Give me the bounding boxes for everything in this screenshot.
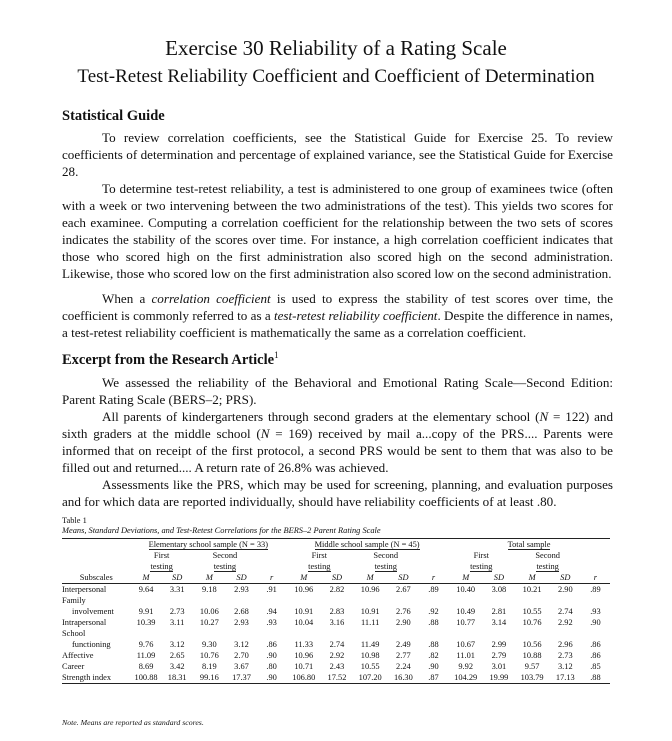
term-correlation-coefficient: correlation coefficient: [151, 291, 271, 306]
table-cell: 9.76: [138, 640, 154, 649]
table-cell: 104.29: [448, 672, 483, 684]
table-cell: [550, 628, 581, 639]
table-cell: 100.88: [130, 672, 161, 684]
table-cell: .90: [257, 672, 286, 684]
table-cell: 10.06: [199, 607, 219, 616]
table-cell: [388, 595, 419, 606]
table-cell: [321, 595, 352, 606]
table-cell: 2.79: [491, 651, 507, 660]
table-cell: [130, 628, 161, 639]
table-cell: 10.55: [522, 607, 542, 616]
table-cell: 2.77: [396, 651, 411, 660]
table-cell: 2.43: [329, 662, 345, 671]
table-cell: 10.96: [294, 585, 314, 594]
table-cell: 2.81: [491, 607, 507, 616]
table-cell: .88: [428, 640, 439, 649]
table-cell: 2.96: [557, 640, 573, 649]
table-cell: 107.20: [353, 672, 388, 684]
statistical-guide-heading: Statistical Guide: [62, 108, 165, 124]
table-cell: 10.27: [199, 618, 219, 627]
table-cell: 2.93: [234, 618, 249, 627]
table-cell: [353, 595, 388, 606]
table-column-header-row: Subscales M SD M SD r M SD M SD r M SD M SD r: [62, 572, 610, 584]
table-cell: 10.96: [294, 651, 314, 660]
table-cell: 17.52: [321, 672, 352, 684]
table-cell: 2.74: [329, 640, 345, 649]
row-label: Strength index: [62, 672, 130, 684]
group-header-elementary: Elementary school sample (N = 33): [148, 540, 268, 549]
table-cell: 3.42: [169, 662, 185, 671]
table-cell: [581, 595, 610, 606]
row-label: Interpersonal: [62, 585, 107, 594]
row-label: Career: [62, 662, 85, 671]
table-cell: [321, 628, 352, 639]
table-cell: 10.88: [522, 651, 542, 660]
table-cell: 2.24: [396, 662, 411, 671]
table-cell: .80: [266, 662, 277, 671]
table-cell: 9.18: [202, 585, 217, 594]
table-cell: [162, 628, 193, 639]
results-table: Elementary school sample (N = 33) Middle school sample (N = 45) Total sample First Second First Second First Second testing testing testing testing testing testing Subscales M SD M SD r M SD M SD r M SD M SD r Interpersonal 9.64 3.31 9.18 2.93 .91 10.96 2.82 10.96 2.67 .89 10.40 3.08 10.21 2.90 .89 Family involvement 9.91 2.73 10.06 2.68 .94 10.91 2.83 10.91 2.76 .92 10.49 2.81 10.55 2.74 .93 Intrapersonal 10.39 3.11 10.27 2.93 .93 10.04 3.16 11.11 2.90 .88 10.77 3.14 10.76 2.92 .90 School functioning 9.76 3.12 9.30 3.12 .86 11.33 2.74 11.49 2.49 .88 10.67 2.99 10.56 2.96 .86 Affective 11.09 2.65 10.76 2.70 .90 10.96 2.92 10.98 2.77 .82 11.01 2.79 10.88 2.73 .86 Career 8.69 3.42 8.19 3.67 .80 10.71 2.43 10.55 2.24 .90 9.92 3.01 9.57 3.12 .85 Strength index 100.88 18.31 99.16 17.37 .90 106.80 17.52 107.20 16.30 .87 104.29 19.99 103.79 17.13 .88: [62, 538, 610, 684]
table-cell: 3.67: [234, 662, 249, 671]
exercise-title: Exercise 30 Reliability of a Rating Scale: [165, 36, 507, 60]
table-cell: [130, 595, 161, 606]
table-cell: 2.83: [329, 607, 345, 616]
table-cell: [483, 628, 514, 639]
table-cell: [162, 595, 193, 606]
table-cell: [257, 595, 286, 606]
excerpt-paragraph-3: Assessments like the PRS, which may be used for screening, planning, and evaluation purposes and for which data are reported individually, should have reliability coefficients of at least .80.: [62, 477, 613, 509]
table-cell: .82: [428, 651, 439, 660]
table-cell: 3.14: [491, 618, 507, 627]
table-cell: [514, 628, 549, 639]
table-cell: 3.12: [169, 640, 185, 649]
table-cell: .88: [428, 618, 439, 627]
table-cell: .85: [590, 662, 601, 671]
table-cell: 3.11: [169, 618, 185, 627]
table-cell: 10.04: [294, 618, 314, 627]
table-cell: 10.56: [522, 640, 542, 649]
table-cell: .89: [590, 585, 601, 594]
table-cell: [193, 628, 226, 639]
table-cell: [419, 595, 448, 606]
table-cell: 2.76: [396, 607, 411, 616]
table-caption: Means, Standard Deviations, and Test-Retest Correlations for the BERS–2 Parent Rating Scale: [62, 526, 381, 535]
table-cell: .90: [266, 651, 277, 660]
table-cell: [448, 595, 483, 606]
table-cell: .86: [266, 640, 277, 649]
table-cell: 9.30: [202, 640, 217, 649]
row-label: Family: [62, 596, 86, 605]
table-cell: [286, 595, 321, 606]
table-row: [62, 595, 610, 606]
table-cell: [353, 628, 388, 639]
table-body: [62, 584, 610, 684]
table-cell: 11.11: [361, 618, 380, 627]
table-cell: 2.73: [557, 651, 573, 660]
table-cell: [226, 595, 257, 606]
table-cell: 3.12: [557, 662, 573, 671]
table-cell: 2.92: [557, 618, 573, 627]
table-cell: 8.19: [202, 662, 217, 671]
row-label: Intrapersonal: [62, 618, 107, 627]
table-cell: 11.49: [360, 640, 380, 649]
table-cell: 10.55: [360, 662, 380, 671]
table-cell: 18.31: [162, 672, 193, 684]
excerpt-heading: Excerpt from the Research Article$^1$: [62, 350, 279, 368]
table-cell: 10.96: [360, 585, 380, 594]
table-cell: 2.70: [234, 651, 249, 660]
table-cell: .88: [581, 672, 610, 684]
table-cell: .93: [590, 607, 601, 616]
table-cell: .90: [428, 662, 439, 671]
table-cell: 9.91: [138, 607, 154, 616]
table-cell: 11.33: [294, 640, 314, 649]
row-label: Affective: [62, 651, 94, 660]
table-cell: 3.16: [329, 618, 345, 627]
table-cell: .86: [590, 640, 601, 649]
table-cell: 10.21: [522, 585, 542, 594]
table-row: [62, 628, 610, 639]
table-cell: 9.64: [138, 585, 154, 594]
excerpt-paragraph-2: All parents of kindergarteners through second graders at the elementary school (N = 122) and sixth graders at the middle school (N = 169) received by mail a...copy of the PRS.... Parents were informed that on receipt of the first protocol, a second PRS would be sent to them that was also to be filled out and returned.... A return rate of 26.8% was achieved.: [62, 409, 613, 475]
guide-paragraph-3: When a correlation coefficient is used to express the stability of test scores over time, the coefficient is commonly referred to as a test-retest reliability coefficient. Despite the difference in names, a test-retest reliability coefficient is mathematically the same as a correlation coefficient.: [62, 291, 614, 340]
row-label: School: [62, 629, 86, 638]
table-cell: 103.79: [514, 672, 549, 684]
table-cell: 3.08: [491, 585, 507, 594]
table-cell: 10.76: [522, 618, 542, 627]
table-cell: [257, 628, 286, 639]
table-cell: 2.93: [234, 585, 249, 594]
table-cell: [226, 628, 257, 639]
table-cell: 19.99: [483, 672, 514, 684]
table-cell: [419, 628, 448, 639]
table-cell: [193, 595, 226, 606]
table-cell: 9.92: [458, 662, 474, 671]
table-cell: 106.80: [286, 672, 321, 684]
table-cell: 2.67: [396, 585, 411, 594]
table-cell: 10.91: [360, 607, 380, 616]
table-cell: [388, 628, 419, 639]
table-cell: .91: [266, 585, 277, 594]
table-cell: 2.90: [557, 585, 573, 594]
table-row: [62, 584, 610, 596]
table-cell: .89: [428, 585, 439, 594]
table-cell: .94: [266, 607, 277, 616]
table-cell: [483, 595, 514, 606]
table-cell: 3.12: [234, 640, 249, 649]
table-row: [62, 661, 610, 672]
footnote-marker: 1: [274, 350, 279, 360]
table-cell: 9.57: [524, 662, 540, 671]
table-cell: 10.40: [456, 585, 476, 594]
table-row: [62, 606, 610, 617]
table-label: Table 1: [62, 516, 87, 525]
table-cell: 10.39: [136, 618, 156, 627]
stub-header: Subscales: [62, 572, 130, 584]
table-cell: 2.49: [396, 640, 411, 649]
table-cell: 10.71: [294, 662, 314, 671]
guide-paragraph-2: To determine test-retest reliability, a test is administered to one group of examinees twice (often with a week or two intervening between the two administrations of the test). This yields two scores for each examinee. Computing a correlation coefficient for the relationship between the two sets of scores indicates the stability of the scores over time. For instance, a high correlation coefficient indicates that those who scored high on the first administration also scored high on the second administration. Likewise, those who scored low on the first administration also scored low on the second administration.: [62, 181, 613, 281]
table-note: Note. Means are reported as standard scores.: [62, 718, 204, 727]
table-cell: 17.37: [226, 672, 257, 684]
table-cell: 2.74: [557, 607, 573, 616]
table-cell: [550, 595, 581, 606]
table-cell: 99.16: [193, 672, 226, 684]
table-cell: 10.76: [199, 651, 219, 660]
table-cell: [286, 628, 321, 639]
table-cell: .93: [266, 618, 277, 627]
table-cell: [514, 595, 549, 606]
table-cell: 3.31: [169, 585, 185, 594]
excerpt-paragraph-1: We assessed the reliability of the Behavioral and Emotional Rating Scale—Second Edition: Parent Rating Scale (BERS–2; PRS).: [62, 375, 613, 407]
table-cell: 2.92: [329, 651, 345, 660]
table-cell: 8.69: [138, 662, 154, 671]
table-row: [62, 650, 610, 661]
table-cell: 10.91: [294, 607, 314, 616]
table-cell: .92: [428, 607, 439, 616]
table-cell: 10.77: [456, 618, 476, 627]
exercise-subtitle: Test-Retest Reliability Coefficient and Coefficient of Determination: [77, 66, 595, 87]
table-row: [62, 639, 610, 650]
table-cell: .90: [590, 618, 601, 627]
guide-paragraph-1: To review correlation coefficients, see the Statistical Guide for Exercise 25. To review coefficients of determination and percentage of explained variance, see the Statistical Guide for Exercise 28.: [62, 130, 613, 179]
table-cell: 2.65: [169, 651, 185, 660]
table-row: [62, 672, 610, 684]
table-cell: 2.68: [234, 607, 249, 616]
group-header-middle: Middle school sample (N = 45): [314, 540, 420, 549]
table-cell: 17.13: [550, 672, 581, 684]
table-cell: [448, 628, 483, 639]
table-cell: 2.73: [169, 607, 185, 616]
table-cell: 10.67: [456, 640, 476, 649]
table-cell: 10.98: [360, 651, 380, 660]
table-cell: 11.01: [456, 651, 475, 660]
table-cell: 11.09: [136, 651, 156, 660]
group-header-total: Total sample: [507, 540, 551, 549]
row-label: involvement: [72, 607, 114, 616]
table-cell: 3.01: [491, 662, 507, 671]
table-cell: [581, 628, 610, 639]
table-row: [62, 617, 610, 628]
table-cell: 2.90: [396, 618, 411, 627]
table-cell: 2.82: [329, 585, 345, 594]
term-test-retest-reliability-coefficient: test-retest reliability coefficient: [273, 308, 438, 323]
table-cell: 10.49: [456, 607, 476, 616]
row-label: functioning: [72, 640, 111, 649]
table-cell: .86: [590, 651, 601, 660]
table-cell: .87: [419, 672, 448, 684]
table-cell: 16.30: [388, 672, 419, 684]
table-cell: 2.99: [491, 640, 507, 649]
